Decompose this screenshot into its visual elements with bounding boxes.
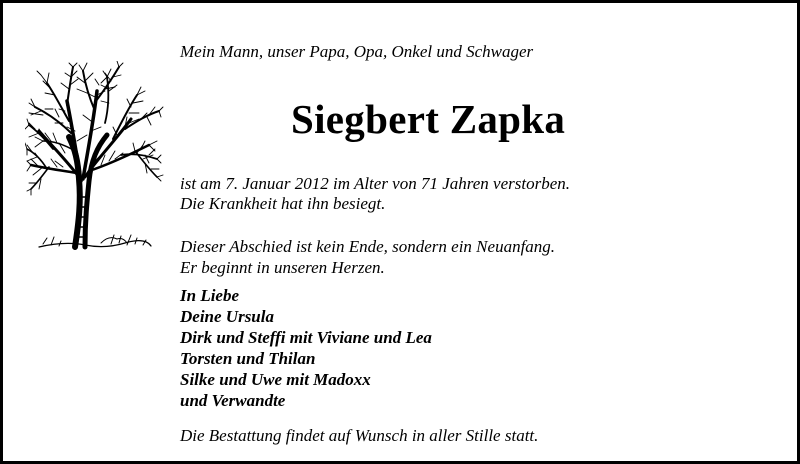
intro-line: Mein Mann, unser Papa, Opa, Onkel und Schwager: [180, 42, 534, 61]
bare-tree-icon: [25, 61, 165, 253]
mourner-line: und Verwandte: [180, 391, 286, 410]
funeral-note: Die Bestattung findet auf Wunsch in aller Stille statt.: [180, 426, 539, 445]
quote-line: Er beginnt in unseren Herzen.: [180, 258, 385, 277]
deceased-name: Siegbert Zapka: [291, 96, 566, 142]
quote-line: Dieser Abschied ist kein Ende, sondern ein Neuanfang.: [180, 237, 556, 256]
mourner-line: In Liebe: [180, 286, 240, 305]
mourner-line: Torsten und Thilan: [180, 349, 316, 368]
death-line: ist am 7. Januar 2012 im Alter von 71 Jahren verstorben.: [180, 174, 571, 193]
mourner-line: Silke und Uwe mit Madoxx: [180, 370, 371, 389]
mourner-line: Deine Ursula: [180, 307, 274, 326]
illness-line: Die Krankheit hat ihn besiegt.: [180, 194, 386, 213]
mourner-line: Dirk und Steffi mit Viviane und Lea: [180, 328, 432, 347]
